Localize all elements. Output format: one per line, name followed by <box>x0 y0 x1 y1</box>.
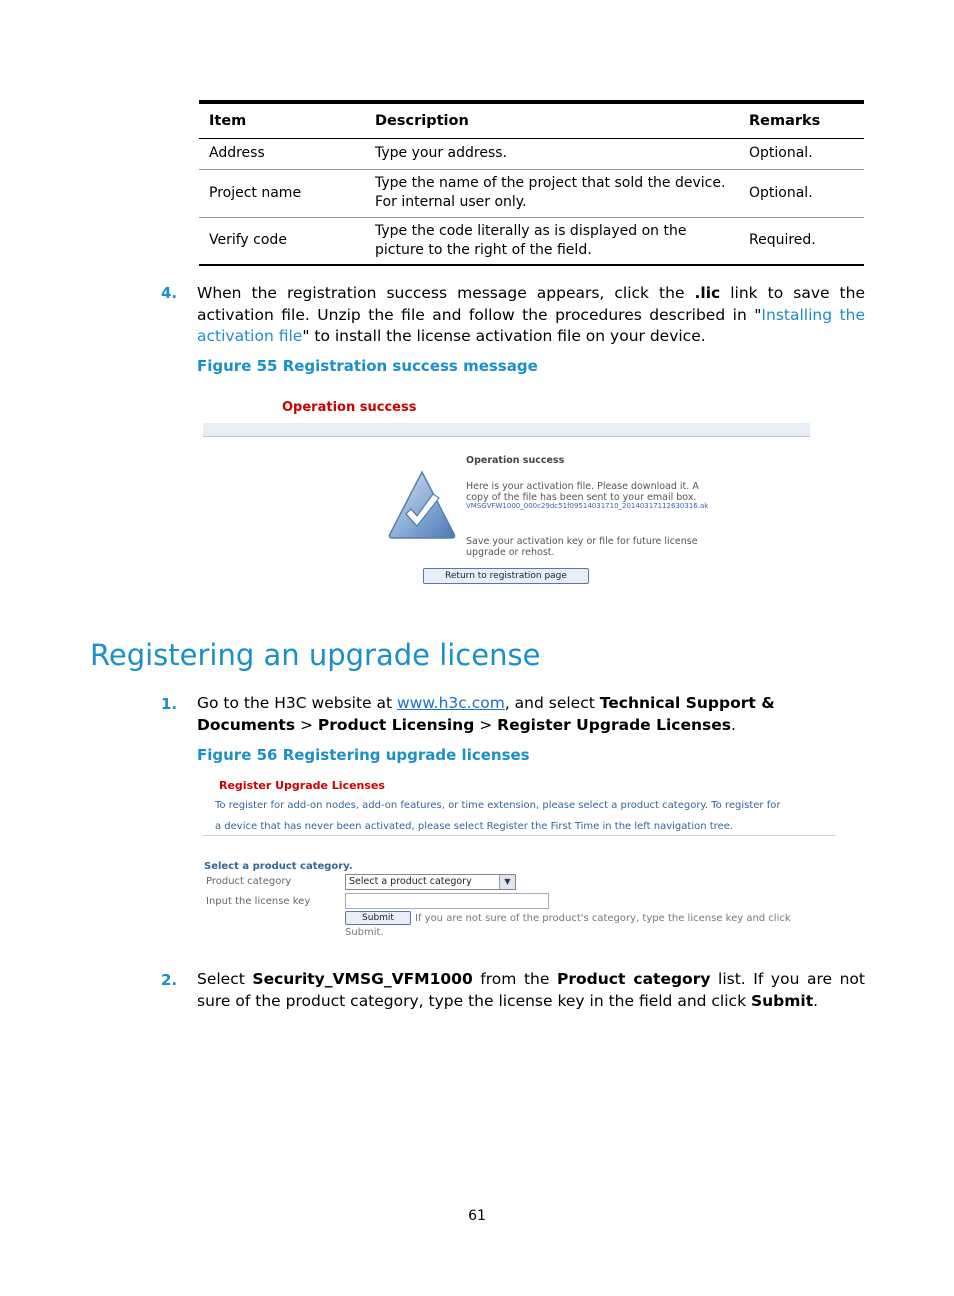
header-description: Description <box>365 102 739 138</box>
register-info-line-1: To register for add-on nodes, add-on features, or time extension, please select a product category. To register for <box>215 800 781 811</box>
step-4-text: When the registration success message appears, click the .lic link to save the activation file. Unzip the file and follow the procedures described in "Installing the activation file" to install the license activation file on your device. <box>197 284 865 345</box>
page-number: 61 <box>468 1208 486 1224</box>
cell-description: Type your address. <box>365 138 739 169</box>
header-remarks: Remarks <box>739 102 864 138</box>
cell-description: Type the name of the project that sold the device. For internal user only. <box>365 169 739 217</box>
activation-message-line-1: Here is your activation file. Please download it. A <box>466 481 699 492</box>
section-title: Registering an upgrade license <box>90 638 541 672</box>
figure-56-caption: Figure 56 Registering upgrade licenses <box>197 746 530 764</box>
table-row <box>199 169 864 217</box>
parameters-table <box>199 100 864 266</box>
chevron-down-icon: ▼ <box>499 875 515 889</box>
license-key-input[interactable] <box>345 893 549 909</box>
operation-success-heading: Operation success <box>466 455 565 466</box>
step-4-number: 4. <box>161 284 178 302</box>
figure-55-caption: Figure 55 Registration success message <box>197 357 538 375</box>
cell-remarks: Required. <box>739 217 864 265</box>
success-check-icon <box>386 468 458 542</box>
step-1-number: 1. <box>161 695 178 713</box>
installing-activation-file-link[interactable]: Installing the activation file <box>197 305 865 345</box>
step-2-number: 2. <box>161 971 178 989</box>
cell-remarks: Optional. <box>739 169 864 217</box>
license-key-label: Input the license key <box>206 896 311 907</box>
product-category-select[interactable]: Select a product category ▼ <box>345 874 516 890</box>
activation-file-link[interactable]: VMSGVFW1000_000c29dc51f09514031710_20140317112630316.ak <box>466 502 709 510</box>
cell-item: Verify code <box>199 217 365 265</box>
step-1-text: Go to the H3C website at www.h3c.com, and select Technical Support & Documents > Product Licensing > Register Upgrade Licenses. <box>197 694 775 734</box>
header-item: Item <box>199 102 365 138</box>
step-2-text: Select Security_VMSG_VFM1000 from the Product category list. If you are not sure of the product category, type the license key in the field and click Submit. <box>197 970 865 1010</box>
h3c-website-link[interactable]: www.h3c.com <box>397 694 505 712</box>
save-message-line-2: upgrade or rehost. <box>466 547 555 558</box>
title-bar <box>203 423 810 437</box>
return-to-registration-button[interactable]: Return to registration page <box>423 568 589 584</box>
table-row <box>199 138 864 169</box>
cell-description: Type the code literally as is displayed on the picture to the right of the field. <box>365 217 739 265</box>
submit-hint: If you are not sure of the product's category, type the license key and click <box>415 913 791 924</box>
table-row <box>199 217 864 265</box>
save-message-line-1: Save your activation key or file for future license <box>466 536 698 547</box>
register-upgrade-title: Register Upgrade Licenses <box>219 779 385 792</box>
cell-item: Project name <box>199 169 365 217</box>
activation-message-line-2: copy of the file has been sent to your email box. <box>466 492 697 503</box>
cell-item: Address <box>199 138 365 169</box>
select-category-label: Select a product category. <box>204 861 353 872</box>
cell-remarks: Optional. <box>739 138 864 169</box>
table-header-row <box>199 102 864 138</box>
submit-button[interactable]: Submit <box>345 911 411 925</box>
register-info-line-2: a device that has never been activated, please select Register the First Time in the left navigation tree. <box>215 821 734 832</box>
product-category-label: Product category <box>206 876 292 887</box>
operation-success-title: Operation success <box>282 400 417 415</box>
divider <box>203 835 836 836</box>
submit-hint-2: Submit. <box>345 927 384 938</box>
